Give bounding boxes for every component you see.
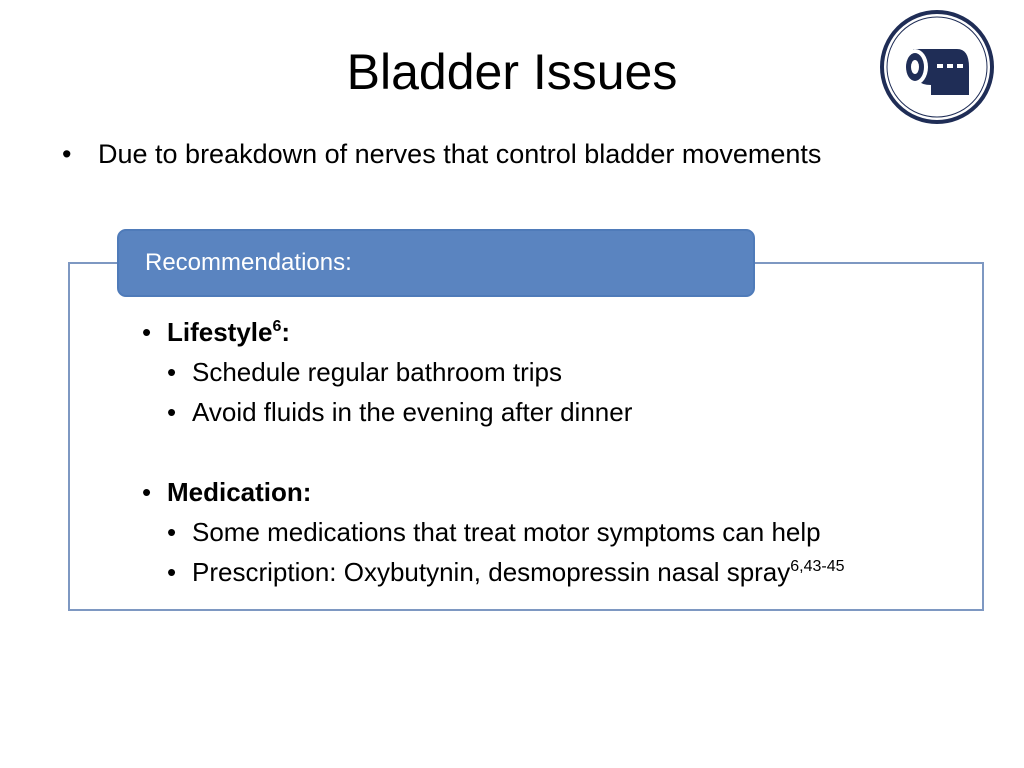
recommendations-content [142,312,962,592]
lifestyle-item-text: Schedule regular bathroom trips [192,357,562,387]
slide-title: Bladder Issues [346,44,678,100]
lifestyle-bullet: • Lifestyle$^6$: [142,317,291,347]
medication-item-text: Prescription: Oxybutynin, desmopressin nasal spray [192,557,791,587]
list-item: • Schedule regular bathroom trips [167,357,562,387]
medication-item-text: Some medications that treat motor symptoms can help [192,517,821,547]
list-item: • Prescription: Oxybutynin, desmopressin nasal spray$^{6,43-45}$ [167,557,845,587]
intro-bullet [62,134,821,174]
bullet-dot: • [62,139,72,169]
medication-ref: 6,43-45 [790,558,845,575]
list-item: • Some medications that treat motor symptoms can help [167,517,821,547]
lifestyle-label: Lifestyle [167,317,273,347]
list-item: • Avoid fluids in the evening after dinner [167,397,633,427]
medication-label: Medication: [167,477,312,507]
recommendations-header: Recommendations: [117,229,755,297]
toilet-paper-icon [879,9,995,125]
intro-bullet-text: Due to breakdown of nerves that control bladder movements [98,139,822,169]
lifestyle-item-text: Avoid fluids in the evening after dinner [192,397,633,427]
lifestyle-colon: : [281,317,291,347]
medication-bullet: • Medication: [142,477,312,507]
lifestyle-ref: 6 [272,318,282,335]
